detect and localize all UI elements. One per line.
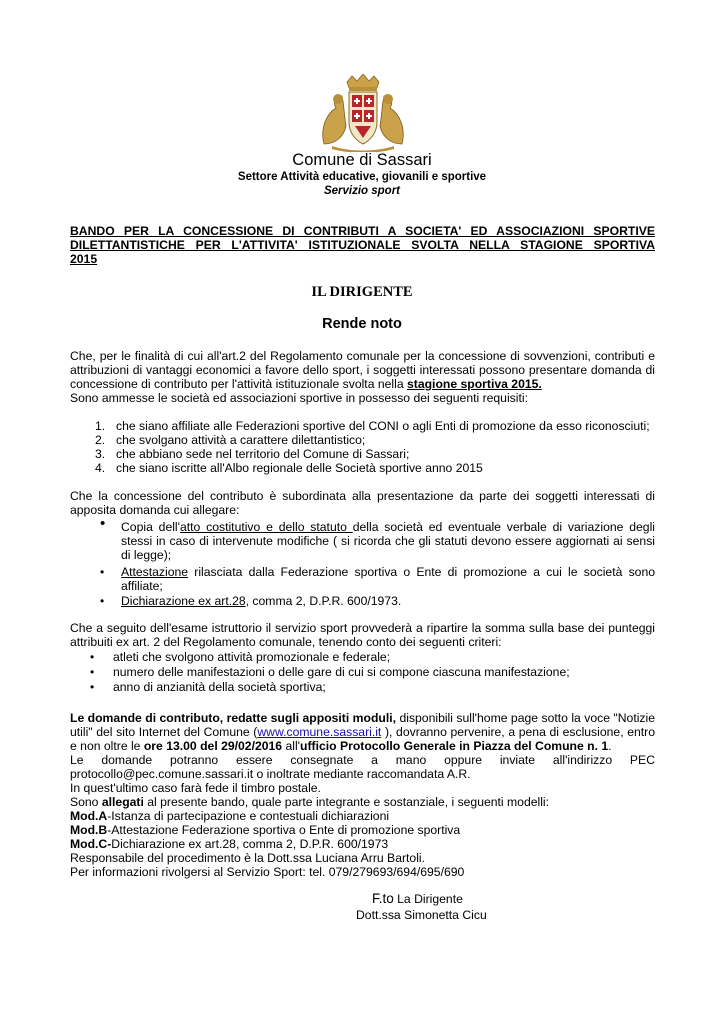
list-item: che siano affiliate alle Federazioni sportive del CONI o agli Enti di promozione da esso riconosciuti; — [116, 419, 650, 433]
paragraph-line: protocollo@pec.comune.sassari.it o inoltrate mediante raccomandata A.R. — [70, 767, 471, 781]
paragraph-line: Responsabile del procedimento è la Dott.ssa Luciana Arru Bartoli. — [70, 851, 425, 865]
list-item: Dichiarazione ex art.28, comma 2, D.P.R. 600/1973. — [121, 594, 402, 608]
paragraph-line: attribuzioni di vantaggi economici a favore dello sport, i soggetti interessati possono presentare domanda di — [70, 363, 655, 377]
paragraph-line: Le domande potranno essere consegnate a mano oppure inviate all'indirizzo PEC — [70, 753, 655, 767]
paragraph-line: Per informazioni rivolgersi al Servizio Sport: tel. 079/279693/694/695/690 — [70, 865, 465, 879]
bullet-icon: • — [90, 650, 95, 664]
list-item: anno di anzianità della società sportiva; — [113, 680, 326, 694]
list-item-cont: stessi in caso di intervenute modifiche ( si ricorda che gli statuti devono essere aggiornati ai sensi — [121, 534, 655, 548]
model-item: Mod.C-Dichiarazione ex art.28, comma 2, D.P.R. 600/1973 — [70, 837, 389, 851]
paragraph-line: e non oltre le ore 13.00 del 29/02/2016 all'ufficio Protocollo Generale in Piazza del Comune n. 1. — [70, 739, 612, 753]
paragraph-line: Che la concessione del contributo è subordinata alla presentazione da parte dei soggetti interessati di — [70, 489, 655, 503]
list-item-cont: affiliate; — [121, 579, 163, 593]
list-item-cont: di legge); — [121, 548, 172, 562]
list-item: Copia dell'atto costitutivo e dello statuto della società ed eventuale verbale di variazione degli — [121, 520, 656, 534]
list-number: 2. — [95, 433, 106, 447]
coat-of-arms-icon — [314, 74, 412, 152]
bullet-icon: • — [90, 665, 95, 679]
model-item: Mod.B-Attestazione Federazione sportiva o Ente di promozione sportiva — [70, 823, 461, 837]
paragraph-line: apposita domanda cui allegare: — [70, 503, 240, 517]
season-highlight: stagione sportiva 2015. — [407, 377, 542, 391]
notice-title-line: 2015 — [70, 252, 98, 266]
bullet-icon: • — [100, 515, 106, 532]
notice-title-line: BANDO PER LA CONCESSIONE DI CONTRIBUTI A SOCIETA' ED ASSOCIAZIONI SPORTIVE — [70, 224, 655, 238]
paragraph-line: Che a seguito dell'esame istruttorio il servizio sport provvederà a ripartire la somma sulla base dei punteggi — [70, 621, 655, 635]
signature-name: Dott.ssa Simonetta Cicu — [356, 908, 487, 922]
signature-role: F.to La Dirigente — [372, 891, 463, 906]
paragraph-line: attribuiti ex art. 2 del Regolamento comunale, tenendo conto dei seguenti criteri: — [70, 635, 502, 649]
list-item: che svolgano attività a carattere dilettantistico; — [116, 433, 366, 447]
notice-title-line: DILETTANTISTICHE PER L'ATTIVITA' ISTITUZIONALE SVOLTA NELLA STAGIONE SPORTIVA — [70, 238, 655, 252]
list-item: Attestazione rilasciata dalla Federazione sportiva o Ente di promozione a cui le società sono — [121, 565, 655, 579]
list-item: atleti che svolgono attività promozionale e federale; — [113, 650, 391, 664]
website-link[interactable]: www.comune.sassari.it — [257, 725, 382, 739]
bullet-icon: • — [90, 680, 95, 694]
paragraph-line: Che, per le finalità di cui all'art.2 del Regolamento comunale per la concessione di sovvenzioni, contributi e — [70, 349, 655, 363]
paragraph-line: Le domande di contributo, redatte sugli appositi moduli, disponibili sull'home page sotto la voce "Notizie — [70, 711, 655, 725]
list-number: 4. — [95, 461, 106, 475]
service-name: Servizio sport — [323, 185, 401, 197]
department-name: Settore Attività educative, giovanili e sportive — [237, 171, 487, 183]
list-item: numero delle manifestazioni o delle gare di cui si compone ciascuna manifestazione; — [113, 665, 570, 679]
model-item: Mod.A-Istanza di partecipazione e contestuali dichiarazioni — [70, 809, 390, 823]
heading-rende-noto: Rende noto — [322, 316, 402, 332]
paragraph-line: Sono ammesse le società ed associazioni sportive in possesso dei seguenti requisiti: — [70, 391, 528, 405]
list-item: che siano iscritte all'Albo regionale delle Società sportive anno 2015 — [116, 461, 483, 475]
bullet-icon: • — [100, 565, 105, 579]
paragraph-line: concessione di contributo per l'attività istituzionale svolta nella stagione sportiva 2015. — [70, 377, 542, 391]
page-title: Comune di Sassari — [292, 151, 432, 169]
list-number: 3. — [95, 447, 106, 461]
list-number: 1. — [95, 419, 106, 433]
heading-dirigente: IL DIRIGENTE — [311, 284, 413, 300]
paragraph-line: Sono allegati al presente bando, quale parte integrante e sostanziale, i seguenti modelli: — [70, 795, 550, 809]
bullet-icon: • — [100, 594, 105, 608]
list-item: che abbiano sede nel territorio del Comune di Sassari; — [116, 447, 410, 461]
paragraph-line: utili" del sito Internet del Comune (www.comune.sassari.it ), dovranno pervenire, a pena di esclusione, entro — [70, 725, 655, 739]
paragraph-line: In quest'ultimo caso farà fede il timbro postale. — [70, 781, 321, 795]
